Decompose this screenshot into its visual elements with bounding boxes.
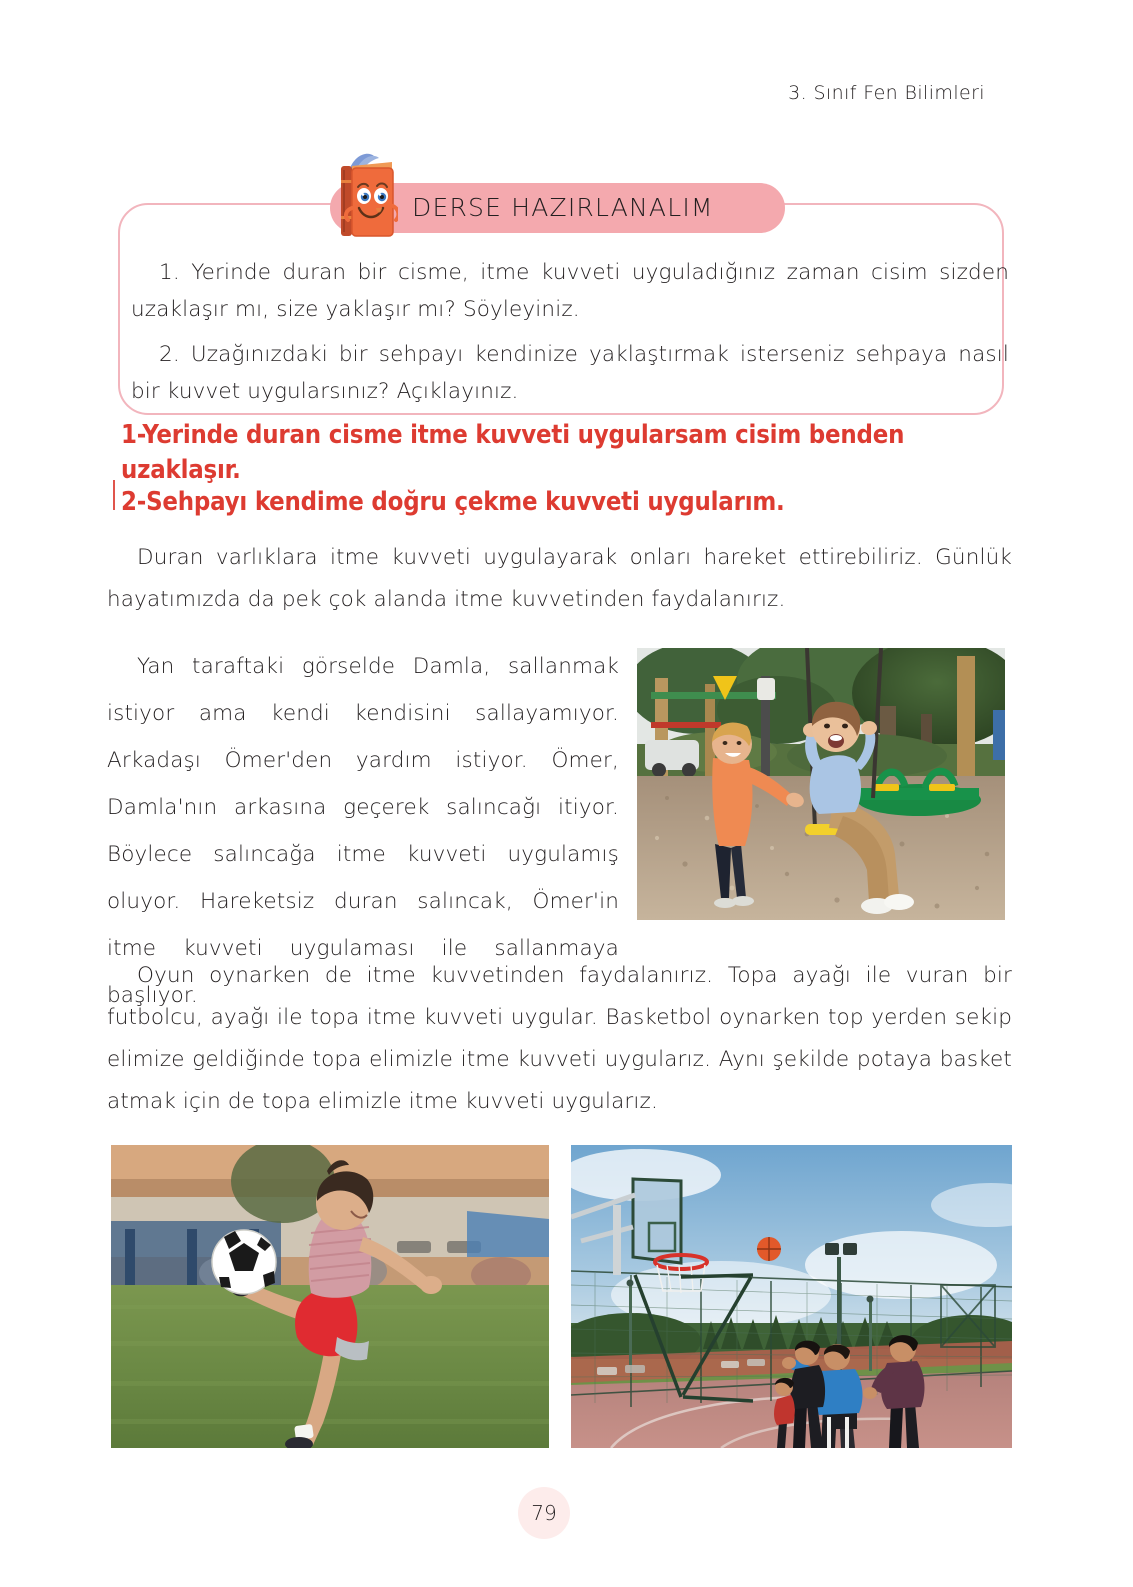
paragraph-duran (107, 537, 1012, 621)
paragraph-duran-text: Duran varlıklara itme kuvveti uygulayarak onları hareket ettirebiliriz. Günlük hayatımızda da pek çok alanda itme kuvvetinden faydalanırız. (107, 545, 1012, 612)
text-caret-marker (113, 480, 115, 510)
prepare-question-2 (131, 336, 1009, 410)
paragraph-oyun (107, 955, 1012, 1123)
basketball-photo (571, 1145, 1012, 1448)
page-number-badge (518, 1487, 570, 1539)
book-mascot-icon (336, 146, 398, 242)
swing-photo (637, 648, 1005, 920)
prepare-question-2-text: 2. Uzağınızdaki bir sehpayı kendinize yaklaştırmak isterseniz sehpaya nasıl bir kuvvet uygularsınız? Açıklayınız. (131, 342, 1009, 404)
student-answer-2: 2-Sehpayı kendime doğru çekme kuvveti uygularım. (121, 487, 785, 517)
prepare-question-1-text: 1. Yerinde duran bir cisme, itme kuvveti uyguladığınız zaman cisim sizden uzaklaşır mı, size yaklaşır mı? Söyleyiniz. (131, 260, 1009, 322)
soccer-photo (111, 1145, 549, 1448)
running-header-title: 3. Sınıf Fen Bilimleri (788, 82, 985, 104)
page-number-value: 79 (531, 1501, 557, 1525)
prepare-question-1 (131, 254, 1009, 328)
prepare-lesson-banner-label: DERSE HAZIRLANALIM (412, 193, 714, 222)
paragraph-damla-text: Yan taraftaki görselde Damla, sallanmak istiyor ama kendi kendisini sallayamıyor. Arkadaşı Ömer'den yardım istiyor. Ömer, Damla'nın arkasına geçerek salıncağı itiyor. Böylece salıncağa itme kuvveti uygulamış oluyor. Hareketsiz duran salıncak, Ömer'in itme kuvveti uygulaması ile sallanmaya başlıyor. (107, 654, 619, 1008)
student-answer-1: 1-Yerinde duran cisme itme kuvveti uygularsam cisim benden uzaklaşır. (121, 420, 905, 485)
paragraph-oyun-text: Oyun oynarken de itme kuvvetinden faydalanırız. Topa ayağı ile vuran bir futbolcu, ayağı ile topa itme kuvveti uygular. Basketbol oynarken top yerden sekip elimize geldiğinde topa elimizle itme kuvveti uygularız. Aynı şekilde potaya basket atmak için de topa elimizle itme kuvveti uygularız. (107, 963, 1012, 1114)
